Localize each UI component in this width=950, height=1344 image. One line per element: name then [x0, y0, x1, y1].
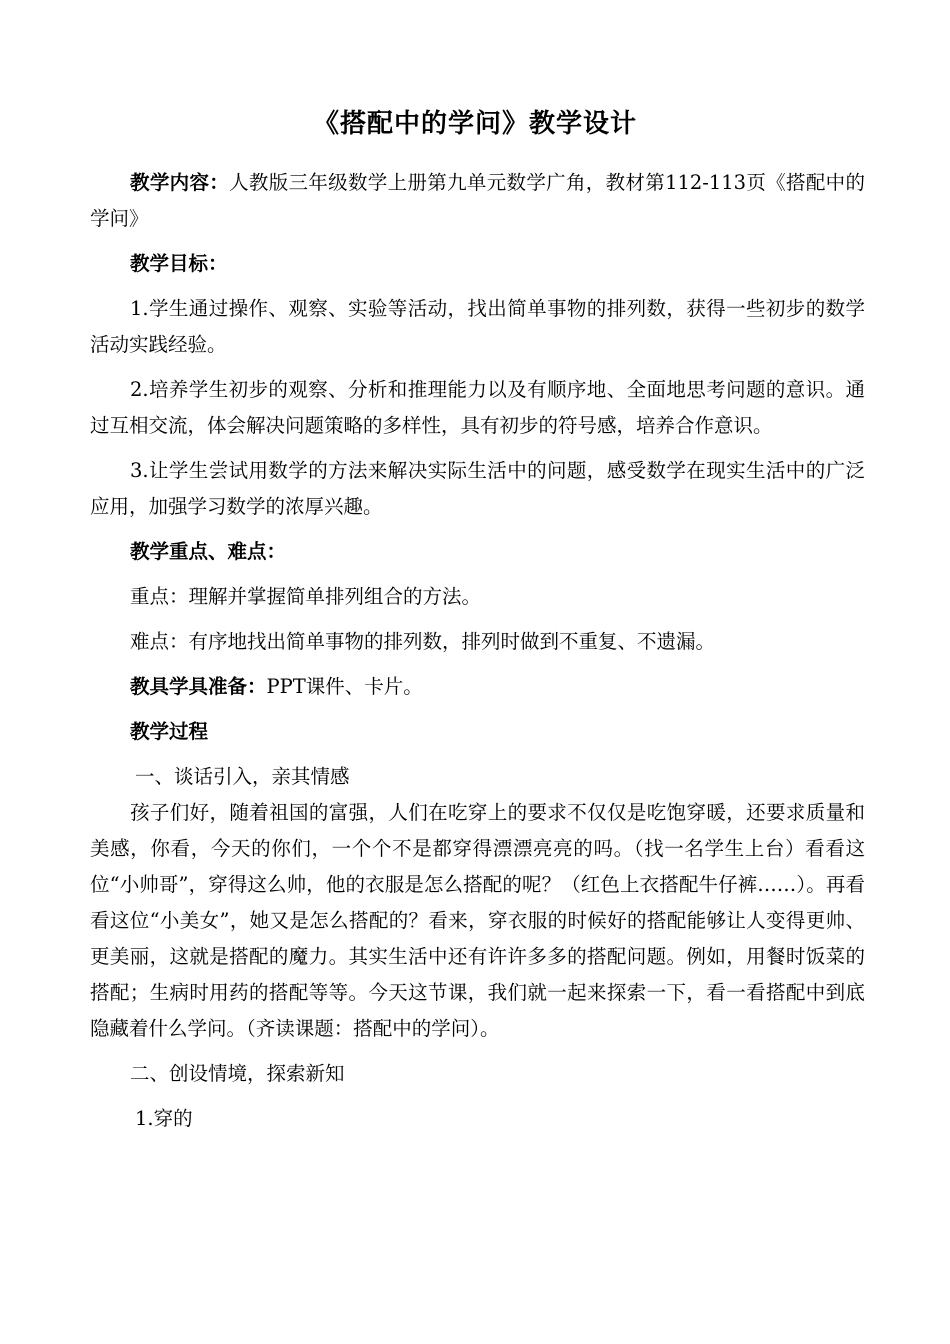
document-title: 《搭配中的学问》教学设计: [312, 109, 637, 139]
section-1-text: 孩子们好，随着祖国的富强，人们在吃穿上的要求不仅仅是吃饱穿暖，还要求质量和美感，你看，今天的你们，一个个不是都穿得漂漂亮亮的吗。（找一名学生上台）看看这位“小帅哥”，穿得这么帅，他的衣服是怎么搭配的呢？（红色上衣搭配牛仔裤……）。再看看这位“小美女”，她又是怎么搭配的？看来，穿衣服的时候好的搭配能够让人变得更帅、更美丽，这就是搭配的魔力。其实生活中还有许许多多的搭配问题。例如，用餐时饭菜的搭配；生病时用药的搭配等等。今天这节课，我们就一起来探索一下，看一看搭配中到底隐藏着什么学问。（齐读课题：搭配中的学问）。: [90, 801, 865, 1040]
teaching-content: [90, 165, 865, 237]
goals-heading: 教学目标：: [130, 252, 228, 275]
teaching-content-label: 教学内容：: [130, 171, 230, 194]
section-1-title: 一、谈话引入，亲其情感: [135, 765, 350, 788]
key-point-focus: 重点：理解并掌握简单排列组合的方法。: [130, 585, 482, 608]
key-points-heading: 教学重点、难点：: [130, 540, 287, 563]
goal-item-1: 1.学生通过操作、观察、实验等活动，找出简单事物的排列数，获得一些初步的数学活动实践经验。: [90, 297, 865, 356]
materials-label: 教具学具准备：: [130, 675, 267, 698]
teaching-content-text: 人教版三年级数学上册第九单元数学广角，教材第112-113页《搭配中的学问》: [90, 171, 865, 230]
section-2-title: 二、创设情境，探索新知: [130, 1062, 345, 1085]
materials: [90, 669, 865, 705]
goal-item-3: 3.让学生尝试用数学的方法来解决实际生活中的问题，感受数学在现实生活中的广泛应用，加强学习数学的浓厚兴趣。: [90, 459, 865, 518]
key-point-difficulty: 难点：有序地找出简单事物的排列数，排列时做到不重复、不遗漏。: [130, 630, 716, 653]
goal-item-2: 2.培养学生初步的观察、分析和推理能力以及有顺序地、全面地思考问题的意识。通过互相交流，体会解决问题策略的多样性，具有初步的符号感，培养合作意识。: [90, 378, 865, 437]
process-heading: 教学过程: [130, 720, 209, 743]
subsection-1-title: 1.穿的: [135, 1107, 193, 1130]
document-body: [90, 165, 865, 1137]
materials-text: PPT课件、卡片。: [266, 675, 423, 698]
